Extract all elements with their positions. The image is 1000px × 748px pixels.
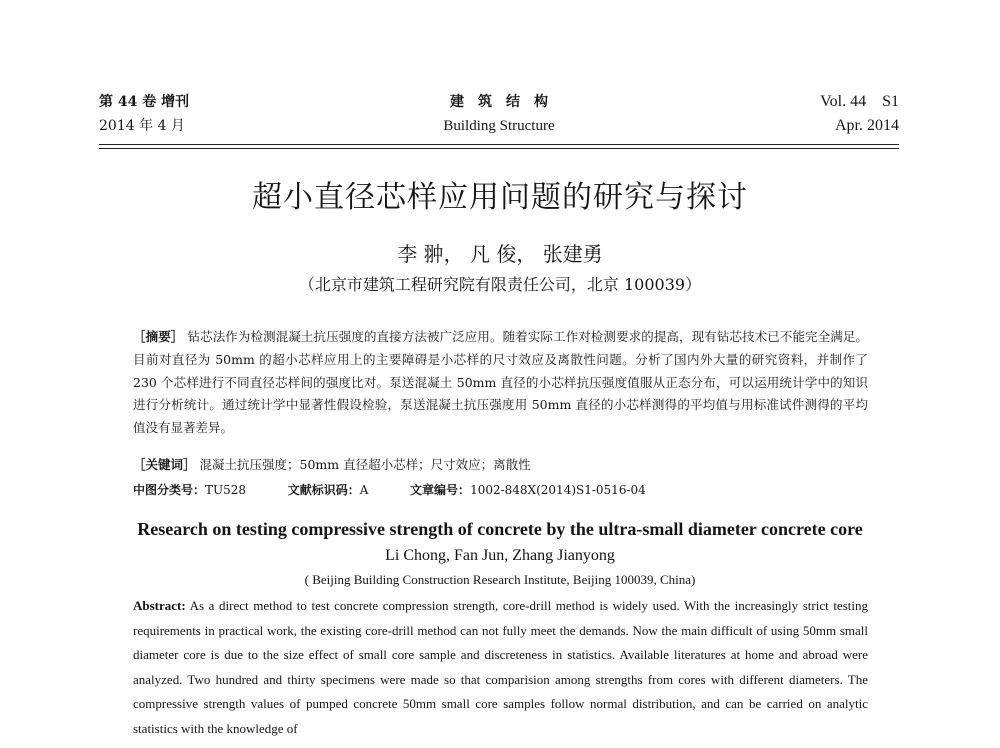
affiliation: （北京市建筑工程研究院有限责任公司，北京 100039） bbox=[298, 275, 702, 294]
doc-code-label: 文献标识码： bbox=[287, 483, 360, 497]
journal-name-cn: 建筑结构 bbox=[450, 94, 562, 110]
abstract-en-text: As a direct method to test concrete compression strength, core-drill method is widely used. With the increasingly strict testing requirements in practical work, the existing core-drill method can not fully meet the demands. Now the main difficult of using 50mm small diameter core is due to the size effect of small core sample and discreteness in statistics. Available literatures at home and abroad were analyzed. Two hundred and thirty specimens were made so that comparision among strengths from cores with different diameters. The compressive strength values of pumped concrete 50mm small core samples follow normal distribution, and can be carried on analytic statistics with the knowledge of bbox=[133, 598, 868, 736]
abstract-cn bbox=[133, 326, 868, 440]
paper-title: 超小直径芯样应用问题的研究与探讨 bbox=[252, 180, 748, 215]
publication-date: 2014 年 4 月 bbox=[99, 118, 185, 134]
english-affiliation: ( Beijing Building Construction Research Institute, Beijing 100039, China) bbox=[304, 572, 696, 587]
article-number-label: 文章编号： bbox=[410, 483, 471, 497]
header-rule-bottom bbox=[99, 148, 899, 149]
keywords-cn bbox=[133, 455, 868, 475]
article-number-value: 1002-848X(2014)S1-0516-04 bbox=[470, 483, 646, 497]
english-authors: Li Chong, Fan Jun, Zhang Jianyong bbox=[385, 547, 615, 564]
clc-value: TU528 bbox=[205, 483, 247, 497]
classification-line bbox=[133, 480, 868, 500]
publication-date-en: Apr. 2014 bbox=[835, 117, 899, 134]
keywords-cn-label: ［关键词］ bbox=[133, 457, 196, 472]
english-title: Research on testing compressive strength of concrete by the ultra-small diameter concrete core bbox=[137, 519, 863, 539]
header-rule-top bbox=[99, 144, 899, 145]
journal-name-en: Building Structure bbox=[443, 118, 555, 134]
abstract-cn-label: ［摘要］ bbox=[133, 329, 184, 344]
abstract-cn-text: 钻芯法作为检测混凝土抗压强度的直接方法被广泛应用。随着实际工作对检测要求的提高，现有钻芯技术已不能完全满足。目前对直径为 50mm 的超小芯样应用上的主要障碍是小芯样的尺寸效应及离散性问题。分析了国内外大量的研究资料，并制作了 230 个芯样进行不同直径芯样间的强度比对。泵送混凝土 50mm 直径的小芯样抗压强度值服从正态分布，可以运用统计学中的知识进行分析统计。通过统计学中显著性假设检验，泵送混凝土抗压强度用 50mm 直径的小芯样测得的平均值与用标准试件测得的平均值没有显著差异。 bbox=[133, 329, 868, 436]
journal-header bbox=[99, 92, 899, 142]
volume-issue-en: Vol. 44 S1 bbox=[820, 93, 899, 110]
clc-label: 中图分类号： bbox=[133, 483, 206, 497]
abstract-en bbox=[133, 594, 868, 748]
volume-issue: 第 44 卷 增刊 bbox=[99, 94, 190, 110]
authors: 李 翀， 凡 俊， 张建勇 bbox=[397, 242, 603, 266]
keywords-cn-text: 混凝土抗压强度；50mm 直径超小芯样；尺寸效应；离散性 bbox=[199, 457, 531, 472]
abstract-en-label: Abstract: bbox=[133, 598, 186, 613]
doc-code-value: A bbox=[359, 483, 369, 497]
